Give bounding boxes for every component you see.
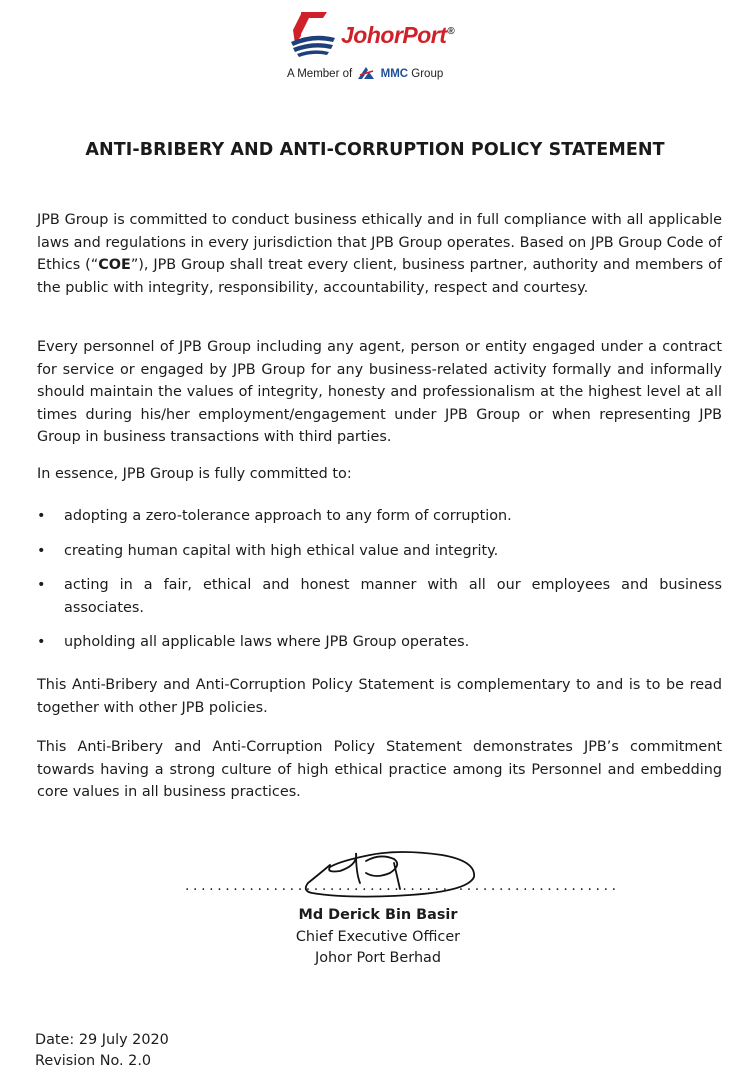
johor-port-emblem-icon	[287, 8, 339, 60]
signature-line: ......................................................	[185, 878, 620, 894]
bullet-icon: •	[37, 508, 46, 524]
member-prefix: A Member of	[287, 68, 353, 80]
handwritten-signature	[180, 843, 620, 903]
paragraph-complementary: This Anti-Bribery and Anti-Corruption Policy Statement is complementary to and is to be read together with other JPB policies.	[37, 677, 722, 716]
brand-name: JohorPort®	[341, 22, 455, 48]
bullet-icon: •	[37, 577, 46, 593]
member-of-line	[287, 66, 443, 80]
list-item: • creating human capital with high ethical value and integrity.	[37, 540, 722, 563]
paragraph-commitment: JPB Group is committed to conduct business ethically and in full compliance with all applicable laws and regulations in every jurisdiction that JPB Group operates. Based on JPB Group Code of Ethics (“COE”), JPB Group shall treat every client, business partner, authority and members of the public with integrity, responsibility, accountability, respect and courtesy.	[37, 212, 722, 296]
paragraph-personnel: Every personnel of JPB Group including any agent, person or entity engaged under a contract for service or engaged by JPB Group for any business-related activity formally and informally should maintain the values of integrity, honesty and professionalism at the highest level at all times during his/her employment/engagement under JPB Group or when representing JPB Group in business transactions with third parties.	[37, 339, 722, 445]
member-group-bold: MMC	[380, 68, 409, 80]
document-date: Date: 29 July 2020	[35, 1032, 169, 1048]
commitment-list	[37, 505, 722, 666]
signatory-name: Md Derick Bin Basir	[298, 907, 458, 923]
revision-number: Revision No. 2.0	[35, 1053, 152, 1069]
signatory-position: Chief Executive Officer	[295, 928, 461, 945]
signatory-company: Johor Port Berhad	[314, 950, 442, 966]
document-title: ANTI-BRIBERY AND ANTI-CORRUPTION POLICY STATEMENT	[85, 140, 665, 160]
signatory-block	[230, 905, 526, 970]
mmc-logo-icon	[357, 66, 375, 80]
johor-port-logo	[287, 8, 487, 83]
paragraph-culture: This Anti-Bribery and Anti-Corruption Policy Statement demonstrates JPB’s commitment towards having a strong culture of high ethical practice among its Personnel and embedding core values in all business practices.	[37, 739, 722, 800]
list-item: • upholding all applicable laws where JPB Group operates.	[37, 631, 722, 654]
paragraph-essence: In essence, JPB Group is fully committed to:	[37, 466, 352, 482]
member-group-suffix: Group	[411, 68, 444, 80]
document-footer	[35, 1030, 169, 1072]
bullet-icon: •	[37, 542, 46, 559]
bullet-icon: •	[37, 634, 46, 650]
list-item: • acting in a fair, ethical and honest manner with all our employees and business associates.	[37, 574, 722, 619]
list-item: • adopting a zero-tolerance approach to any form of corruption.	[37, 505, 722, 528]
